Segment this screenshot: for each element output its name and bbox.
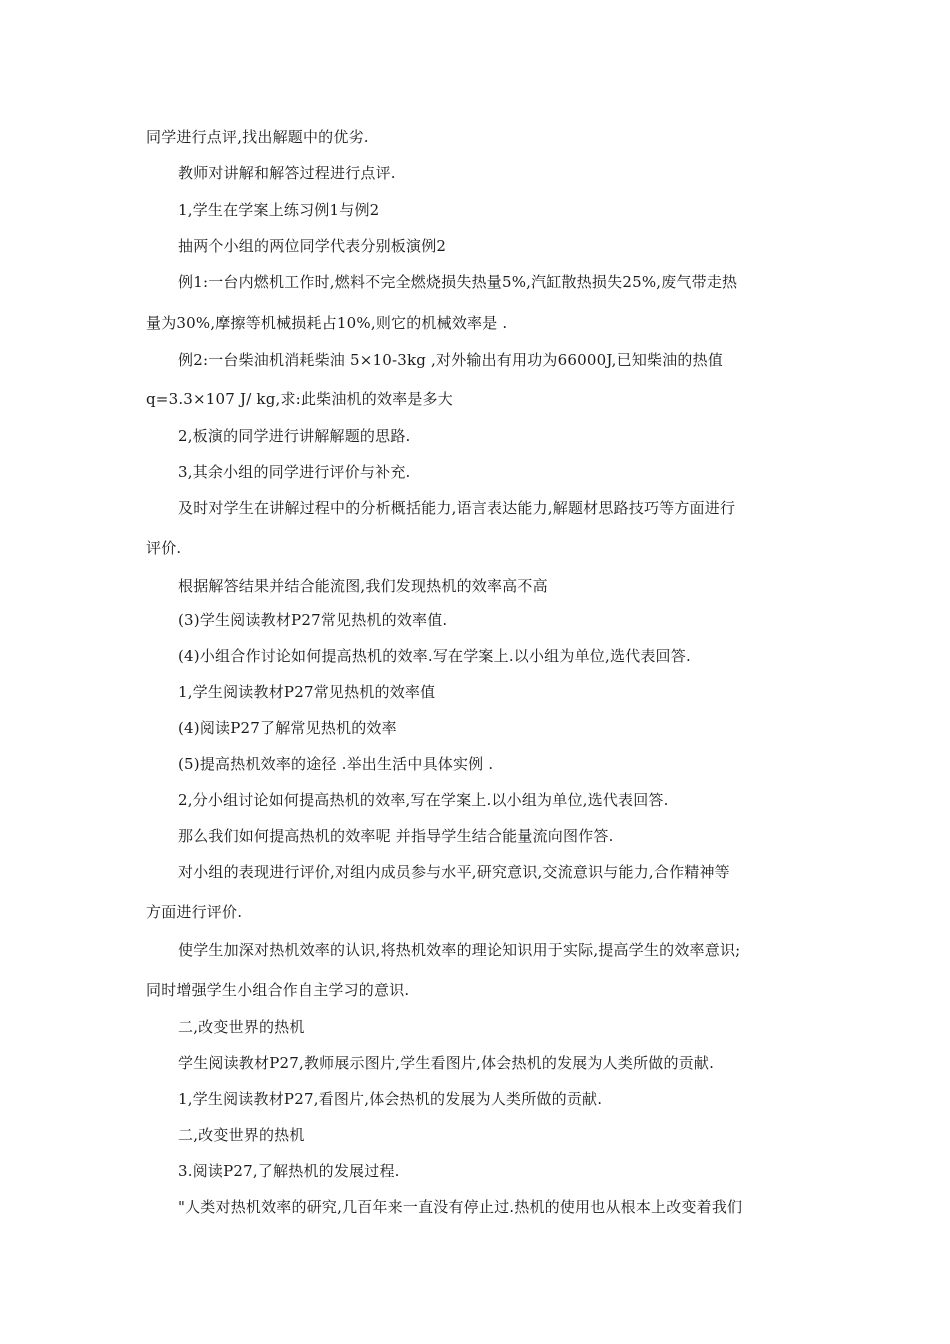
text-line: 那么我们如何提高热机的效率呢 并指导学生结合能量流向图作答. xyxy=(178,827,614,845)
text-line: (4)阅读P27了解常见热机的效率 xyxy=(178,719,397,737)
text-line: 评价. xyxy=(146,539,182,557)
text-line: 2,板演的同学进行讲解解题的思路. xyxy=(178,427,411,445)
text-line: 1,学生阅读教材P27常见热机的效率值 xyxy=(178,683,436,701)
text-line: 及时对学生在讲解过程中的分析概括能力,语言表达能力,解题材思路技巧等方面进行 xyxy=(178,499,736,517)
text-line: q=3.3×107 J/ kg,求:此柴油机的效率是多大 xyxy=(146,390,453,408)
text-line: 学生阅读教材P27,教师展示图片,学生看图片,体会热机的发展为人类所做的贡献. xyxy=(178,1054,715,1072)
text-line: 3,其余小组的同学进行评价与补充. xyxy=(178,463,411,481)
section-heading: 二,改变世界的热机 xyxy=(178,1126,305,1144)
text-line: 1,学生在学案上练习例1与例2 xyxy=(178,201,380,219)
text-line: 3.阅读P27,了解热机的发展过程. xyxy=(178,1162,400,1180)
text-line: 方面进行评价. xyxy=(146,903,243,921)
text-line: 同学进行点评,找出解题中的优劣. xyxy=(146,128,369,146)
text-line: 例1:一台内燃机工作时,燃料不完全燃烧损失热量5%,汽缸散热损失25%,废气带走热 xyxy=(178,273,738,291)
text-line: 1,学生阅读教材P27,看图片,体会热机的发展为人类所做的贡献. xyxy=(178,1090,603,1108)
text-line: (5)提高热机效率的途径 .举出生活中具体实例 . xyxy=(178,755,494,773)
text-line: (3)学生阅读教材P27常见热机的效率值. xyxy=(178,611,448,629)
section-heading: 二,改变世界的热机 xyxy=(178,1018,305,1036)
text-line: 根据解答结果并结合能流图,我们发现热机的效率高不高 xyxy=(178,577,548,595)
text-line: 2,分小组讨论如何提高热机的效率,写在学案上.以小组为单位,选代表回答. xyxy=(178,791,669,809)
text-line: 同时增强学生小组合作自主学习的意识. xyxy=(146,981,410,999)
text-line: (4)小组合作讨论如何提高热机的效率.写在学案上.以小组为单位,选代表回答. xyxy=(178,647,691,665)
text-line: 例2:一台柴油机消耗柴油 5×10-3kg ,对外输出有用功为66000J,已知柴油的热值 xyxy=(178,351,724,369)
text-line: 教师对讲解和解答过程进行点评. xyxy=(178,164,396,182)
text-line: "人类对热机效率的研究,几百年来一直没有停止过.热机的使用也从根本上改变着我们 xyxy=(178,1198,743,1216)
text-line: 抽两个小组的两位同学代表分别板演例2 xyxy=(178,237,447,255)
text-line: 使学生加深对热机效率的认识,将热机效率的理论知识用于实际,提高学生的效率意识; xyxy=(178,941,741,959)
text-line: 对小组的表现进行评价,对组内成员参与水平,研究意识,交流意识与能力,合作精神等 xyxy=(178,863,730,881)
text-line: 量为30%,摩擦等机械损耗占10%,则它的机械效率是 . xyxy=(146,314,508,332)
